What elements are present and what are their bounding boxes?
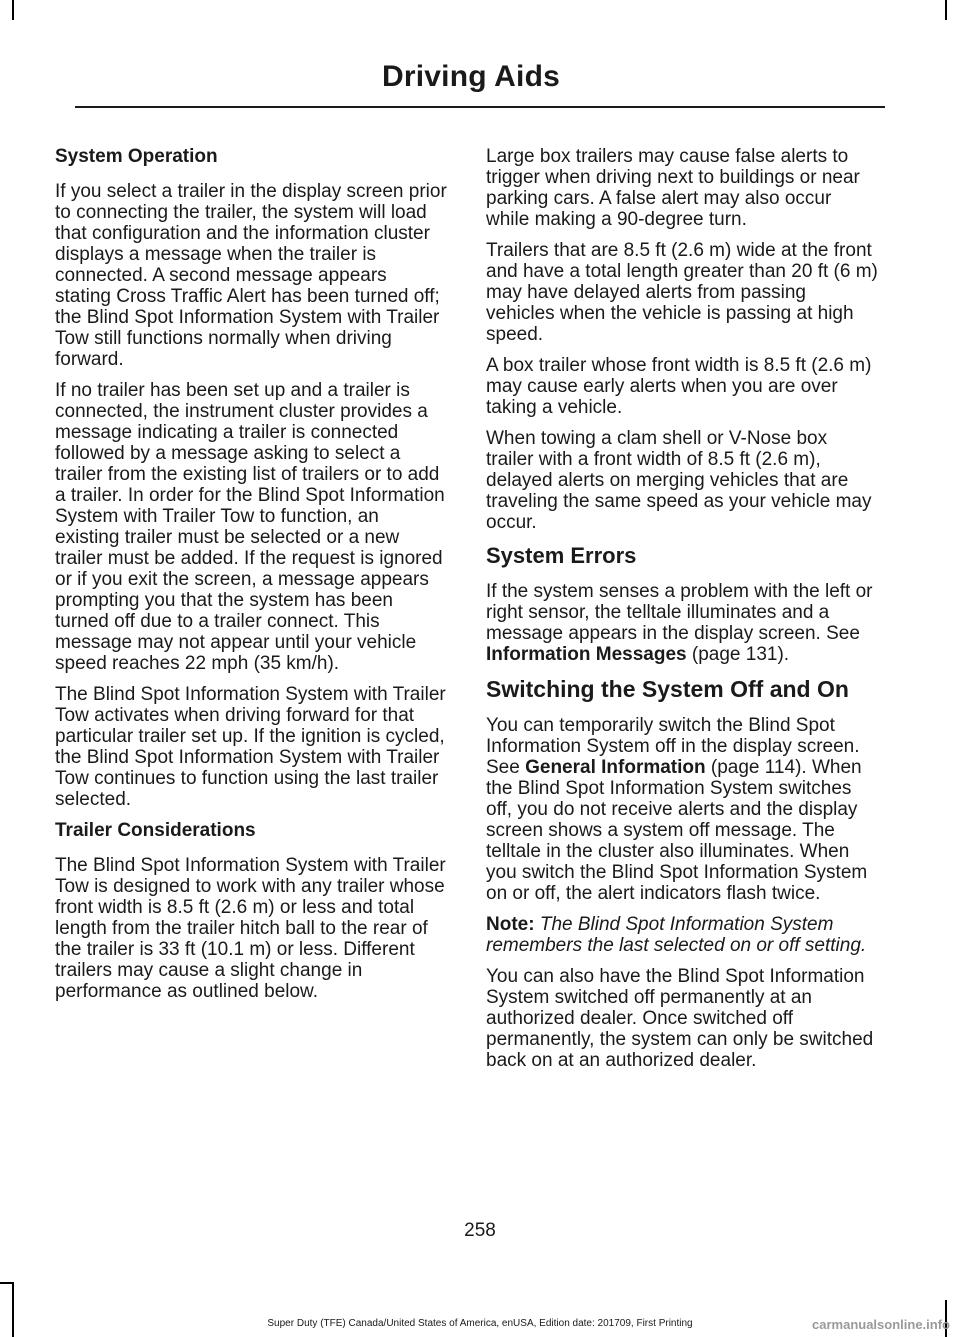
paragraph: You can also have the Blind Spot Information System switched off permanently at an authorized dealer. Once switched off permanently, the system can only be switched back on at an authorized dealer. xyxy=(486,966,874,1071)
paragraph: A box trailer whose front width is 8.5 ft (2.6 m) may cause early alerts when you are over taking a vehicle. xyxy=(486,355,872,418)
page-number: 258 xyxy=(464,1220,496,1241)
edition-footer: Super Duty (TFE) Canada/United States of America, enUSA, Edition date: 201709, First Printing xyxy=(267,1318,693,1329)
cross-reference-link[interactable]: Information Messages xyxy=(486,644,687,665)
note-text: The Blind Spot Information System remembers the last selected on or off setting. xyxy=(486,914,867,956)
paragraph: Trailers that are 8.5 ft (2.6 m) wide at the front and have a total length greater than 20 ft (6 m) may have delayed alerts from passing vehicles when the vehicle is passing at high speed. xyxy=(486,240,878,345)
paragraph: If no trailer has been set up and a trailer is connected, the instrument cluster provides a message indicating a trailer is connected followed by a message asking to select a trailer from the existing list of trailers or to add a trailer. In order for the Blind Spot Information System with Trailer Tow to function, an existing trailer must be selected or a new trailer must be added. If the request is ignored or if you exit the screen, a message appears prompting you that the system has been turned off due to a trailer connect. This message may not appear until your vehicle speed reaches 22 mph (35 km/h). xyxy=(55,380,445,674)
paragraph-text: You can temporarily switch the Blind Spot Information System off in the display screen. See xyxy=(486,715,860,778)
paragraph: The Blind Spot Information System with Trailer Tow is designed to work with any trailer whose front width is 8.5 ft (2.6 m) or less and total length from the trailer hitch ball to the rear of the trailer is 33 ft (10.1 m) or less. Different trailers may cause a slight change in performance as outlined below. xyxy=(55,855,446,1002)
right-column xyxy=(486,146,878,1081)
paragraph: Large box trailers may cause false alerts to trigger when driving next to buildings or near parking cars. A false alert may also occur while making a 90-degree turn. xyxy=(486,146,860,230)
note xyxy=(486,914,878,956)
crop-mark-top-left xyxy=(12,0,14,20)
watermark: carmanualsonline.info xyxy=(812,1317,950,1332)
paragraph-switching xyxy=(486,715,878,904)
paragraph-system-errors xyxy=(486,581,878,665)
note-label: Note: xyxy=(486,914,535,935)
heading-switching: Switching the System Off and On xyxy=(486,676,849,702)
section-title: Driving Aids xyxy=(382,60,560,93)
paragraph-text: (page 114). When the Blind Spot Information System switches off, you do not receive alerts and the display screen shows a system off message. The telltale in the cluster also illuminates. When you switch the Blind Spot Information System on or off, the alert indicators flash twice. xyxy=(486,757,868,904)
crop-mark-top-right xyxy=(945,0,947,20)
paragraph: If you select a trailer in the display screen prior to connecting the trailer, the system will load that configuration and the information cluster displays a message when the trailer is connected. A second message appears stating Cross Traffic Alert has been turned off; the Blind Spot Information System with Trailer Tow still functions normally when driving forward. xyxy=(55,181,447,370)
paragraph: The Blind Spot Information System with Trailer Tow activates when driving forward for that particular trailer set up. If the ignition is cycled, the Blind Spot Information System with Trailer Tow continues to function using the last trailer selected. xyxy=(55,684,446,810)
cross-reference-link[interactable]: General Information xyxy=(525,757,706,778)
heading-system-errors: System Errors xyxy=(486,543,637,568)
left-column xyxy=(55,146,447,1012)
header-divider xyxy=(75,106,885,108)
page-reference: (page 131). xyxy=(686,644,790,665)
paragraph-text: If the system senses a problem with the left or right sensor, the telltale illuminates and a message appears in the display screen. See xyxy=(486,581,873,644)
heading-trailer-considerations: Trailer Considerations xyxy=(55,820,256,841)
paragraph: When towing a clam shell or V-Nose box trailer with a front width of 8.5 ft (2.6 m), delayed alerts on merging vehicles that are traveling the same speed as your vehicle may occur. xyxy=(486,428,872,533)
crop-mark-bottom-left-horizontal xyxy=(0,1282,14,1284)
heading-system-operation: System Operation xyxy=(55,146,218,167)
